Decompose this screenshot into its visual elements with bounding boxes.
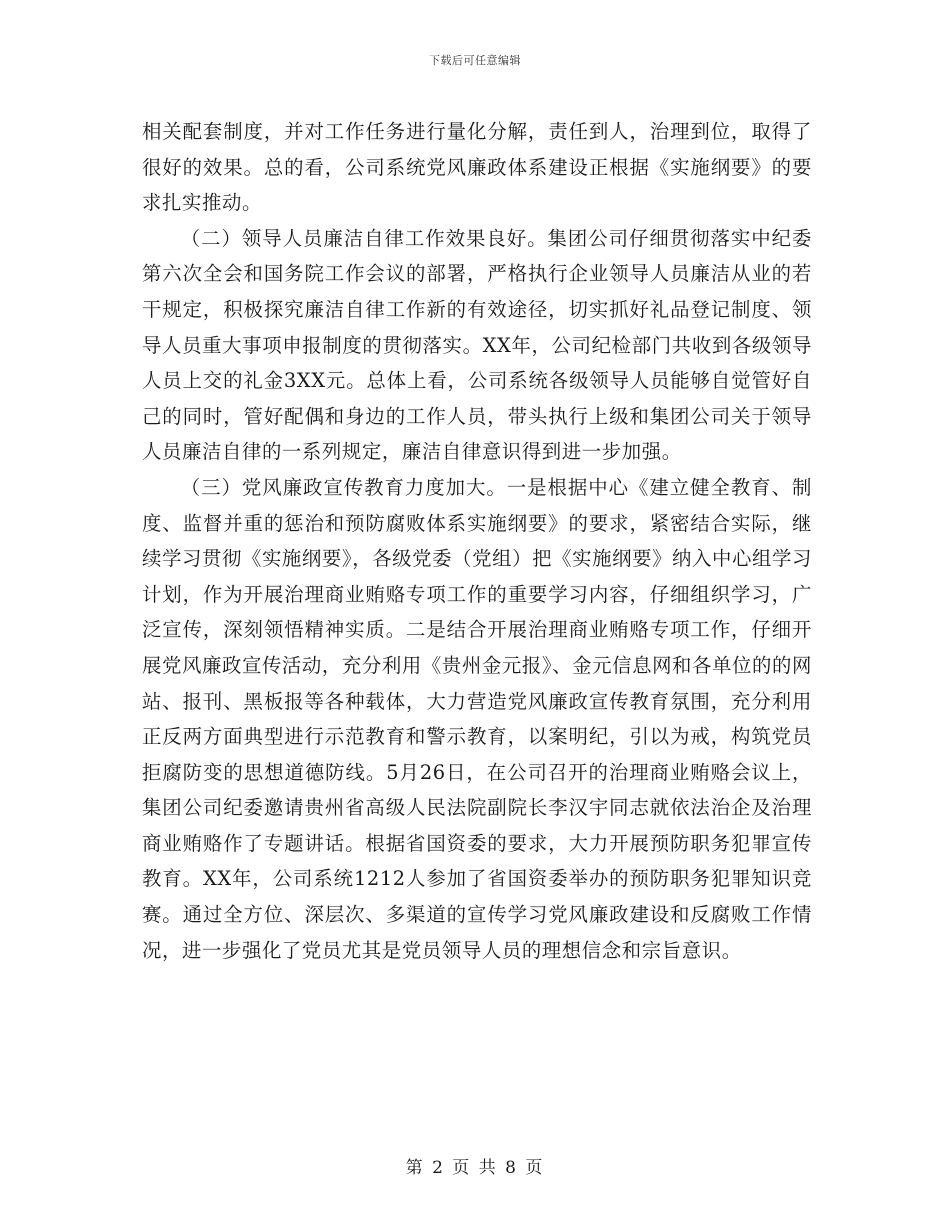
page-header: 下载后可任意编辑 (429, 54, 521, 67)
page-number: 第 2 页 共 8 页 (405, 1158, 545, 1178)
paragraph-continuation: 相关配套制度，并对工作任务进行量化分解，责任到人，治理到位，取得了很好的效果。总的看，公司系统党风廉政体系建设正根据《实施纲要》的要求扎实推动。 (142, 120, 812, 215)
paragraph-leadership-self-discipline: （二）领导人员廉洁自律工作效果良好。集团公司仔细贯彻落实中纪委第六次全会和国务院工作会议的部署，严格执行企业领导人员廉洁从业的若干规定，积极探究廉洁自律工作新的有效途径，切实抓好礼品登记制度、领导人员重大事项申报制度的贯彻落实。XX年，公司纪检部门共收到各级领导人员上交的礼金3XX元。总体上看，公司系统各级领导人员能够自觉管好自己的同时，管好配偶和身边的工作人员，带头执行上级和集团公司关于领导人员廉洁自律的一系列规定，廉洁自律意识得到进一步加强。 (142, 226, 812, 464)
paragraph-education: （三）党风廉政宣传教育力度加大。一是根据中心《建立健全教育、制度、监督并重的惩治和预防腐败体系实施纲要》的要求，紧密结合实际，继续学习贯彻《实施纲要》，各级党委（党组）把《实施纲要》纳入中心组学习计划，作为开展治理商业贿赂专项工作的重要学习内容，仔细组织学习，广泛宣传，深刻领悟精神实质。二是结合开展治理商业贿赂专项工作，仔细开展党风廉政宣传活动，充分利用《贵州金元报》、金元信息网和各单位的的网站、报刊、黑板报等各种载体，大力营造党风廉政宣传教育氛围，充分利用正反两方面典型进行示范教育和警示教育，以案明纪，引以为戒，构筑党员拒腐防变的思想道德防线。5月26日，在公司召开的治理商业贿赂会议上，集团公司纪委邀请贵州省高级人民法院副院长李汉宇同志就依法治企及治理商业贿赂作了专题讲话。根据省国资委的要求，大力开展预防职务犯罪宣传教育。XX年，公司系统1212人参加了省国资委举办的预防职务犯罪知识竞赛。通过全方位、深层次、多渠道的宣传学习党风廉政建设和反腐败工作情况，进一步强化了党员尤其是党员领导人员的理想信念和宗旨意识。 (142, 475, 812, 962)
document-body (142, 114, 812, 968)
